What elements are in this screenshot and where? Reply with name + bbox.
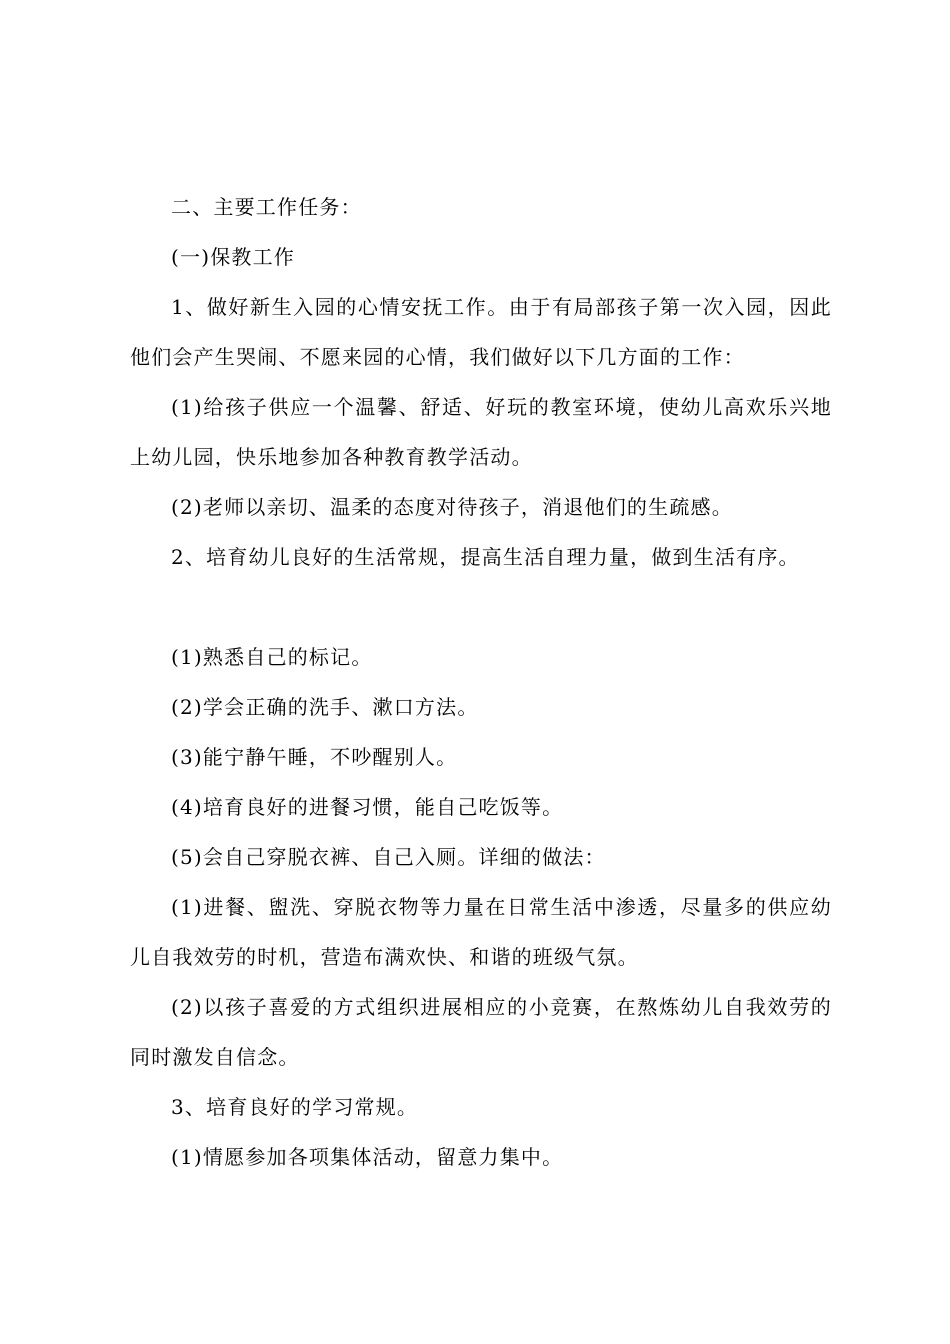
list-item: (1)情愿参加各项集体活动，留意力集中。 (171, 1145, 564, 1169)
paragraph: 2、培育幼儿良好的生活常规，提高生活自理力量，做到生活有序。 (171, 545, 800, 569)
document-body (130, 182, 832, 1182)
section-heading: 二、主要工作任务： (171, 195, 362, 219)
paragraph: (2)以孩子喜爱的方式组织进展相应的小竞赛，在熬炼幼儿自我效劳的同时激发自信念。 (130, 995, 832, 1069)
list-item: (2)学会正确的洗手、漱口方法。 (171, 695, 479, 719)
list-item: (3)能宁静午睡，不吵醒别人。 (171, 745, 458, 769)
list-item: (4)培育良好的进餐习惯，能自己吃饭等。 (171, 795, 564, 819)
list-item: (1)熟悉自己的标记。 (171, 645, 373, 669)
paragraph: (1)进餐、盥洗、穿脱衣物等力量在日常生活中渗透，尽量多的供应幼儿自我效劳的时机，营造布满欢快、和谐的班级气氛。 (130, 895, 832, 969)
paragraph: (1)给孩子供应一个温馨、舒适、好玩的教室环境，使幼儿高欢乐兴地上幼儿园，快乐地参加各种教育教学活动。 (130, 395, 832, 469)
blank-line (130, 582, 832, 632)
list-item: (5)会自己穿脱衣裤、自己入厕。详细的做法： (171, 845, 606, 869)
subsection-heading: (一)保教工作 (171, 245, 296, 269)
paragraph: 1、做好新生入园的心情安抚工作。由于有局部孩子第一次入园，因此他们会产生哭闹、不愿来园的心情，我们做好以下几方面的工作： (130, 295, 832, 369)
paragraph: 3、培育良好的学习常规。 (171, 1095, 419, 1119)
paragraph: (2)老师以亲切、温柔的态度对待孩子，消退他们的生疏感。 (171, 495, 733, 519)
